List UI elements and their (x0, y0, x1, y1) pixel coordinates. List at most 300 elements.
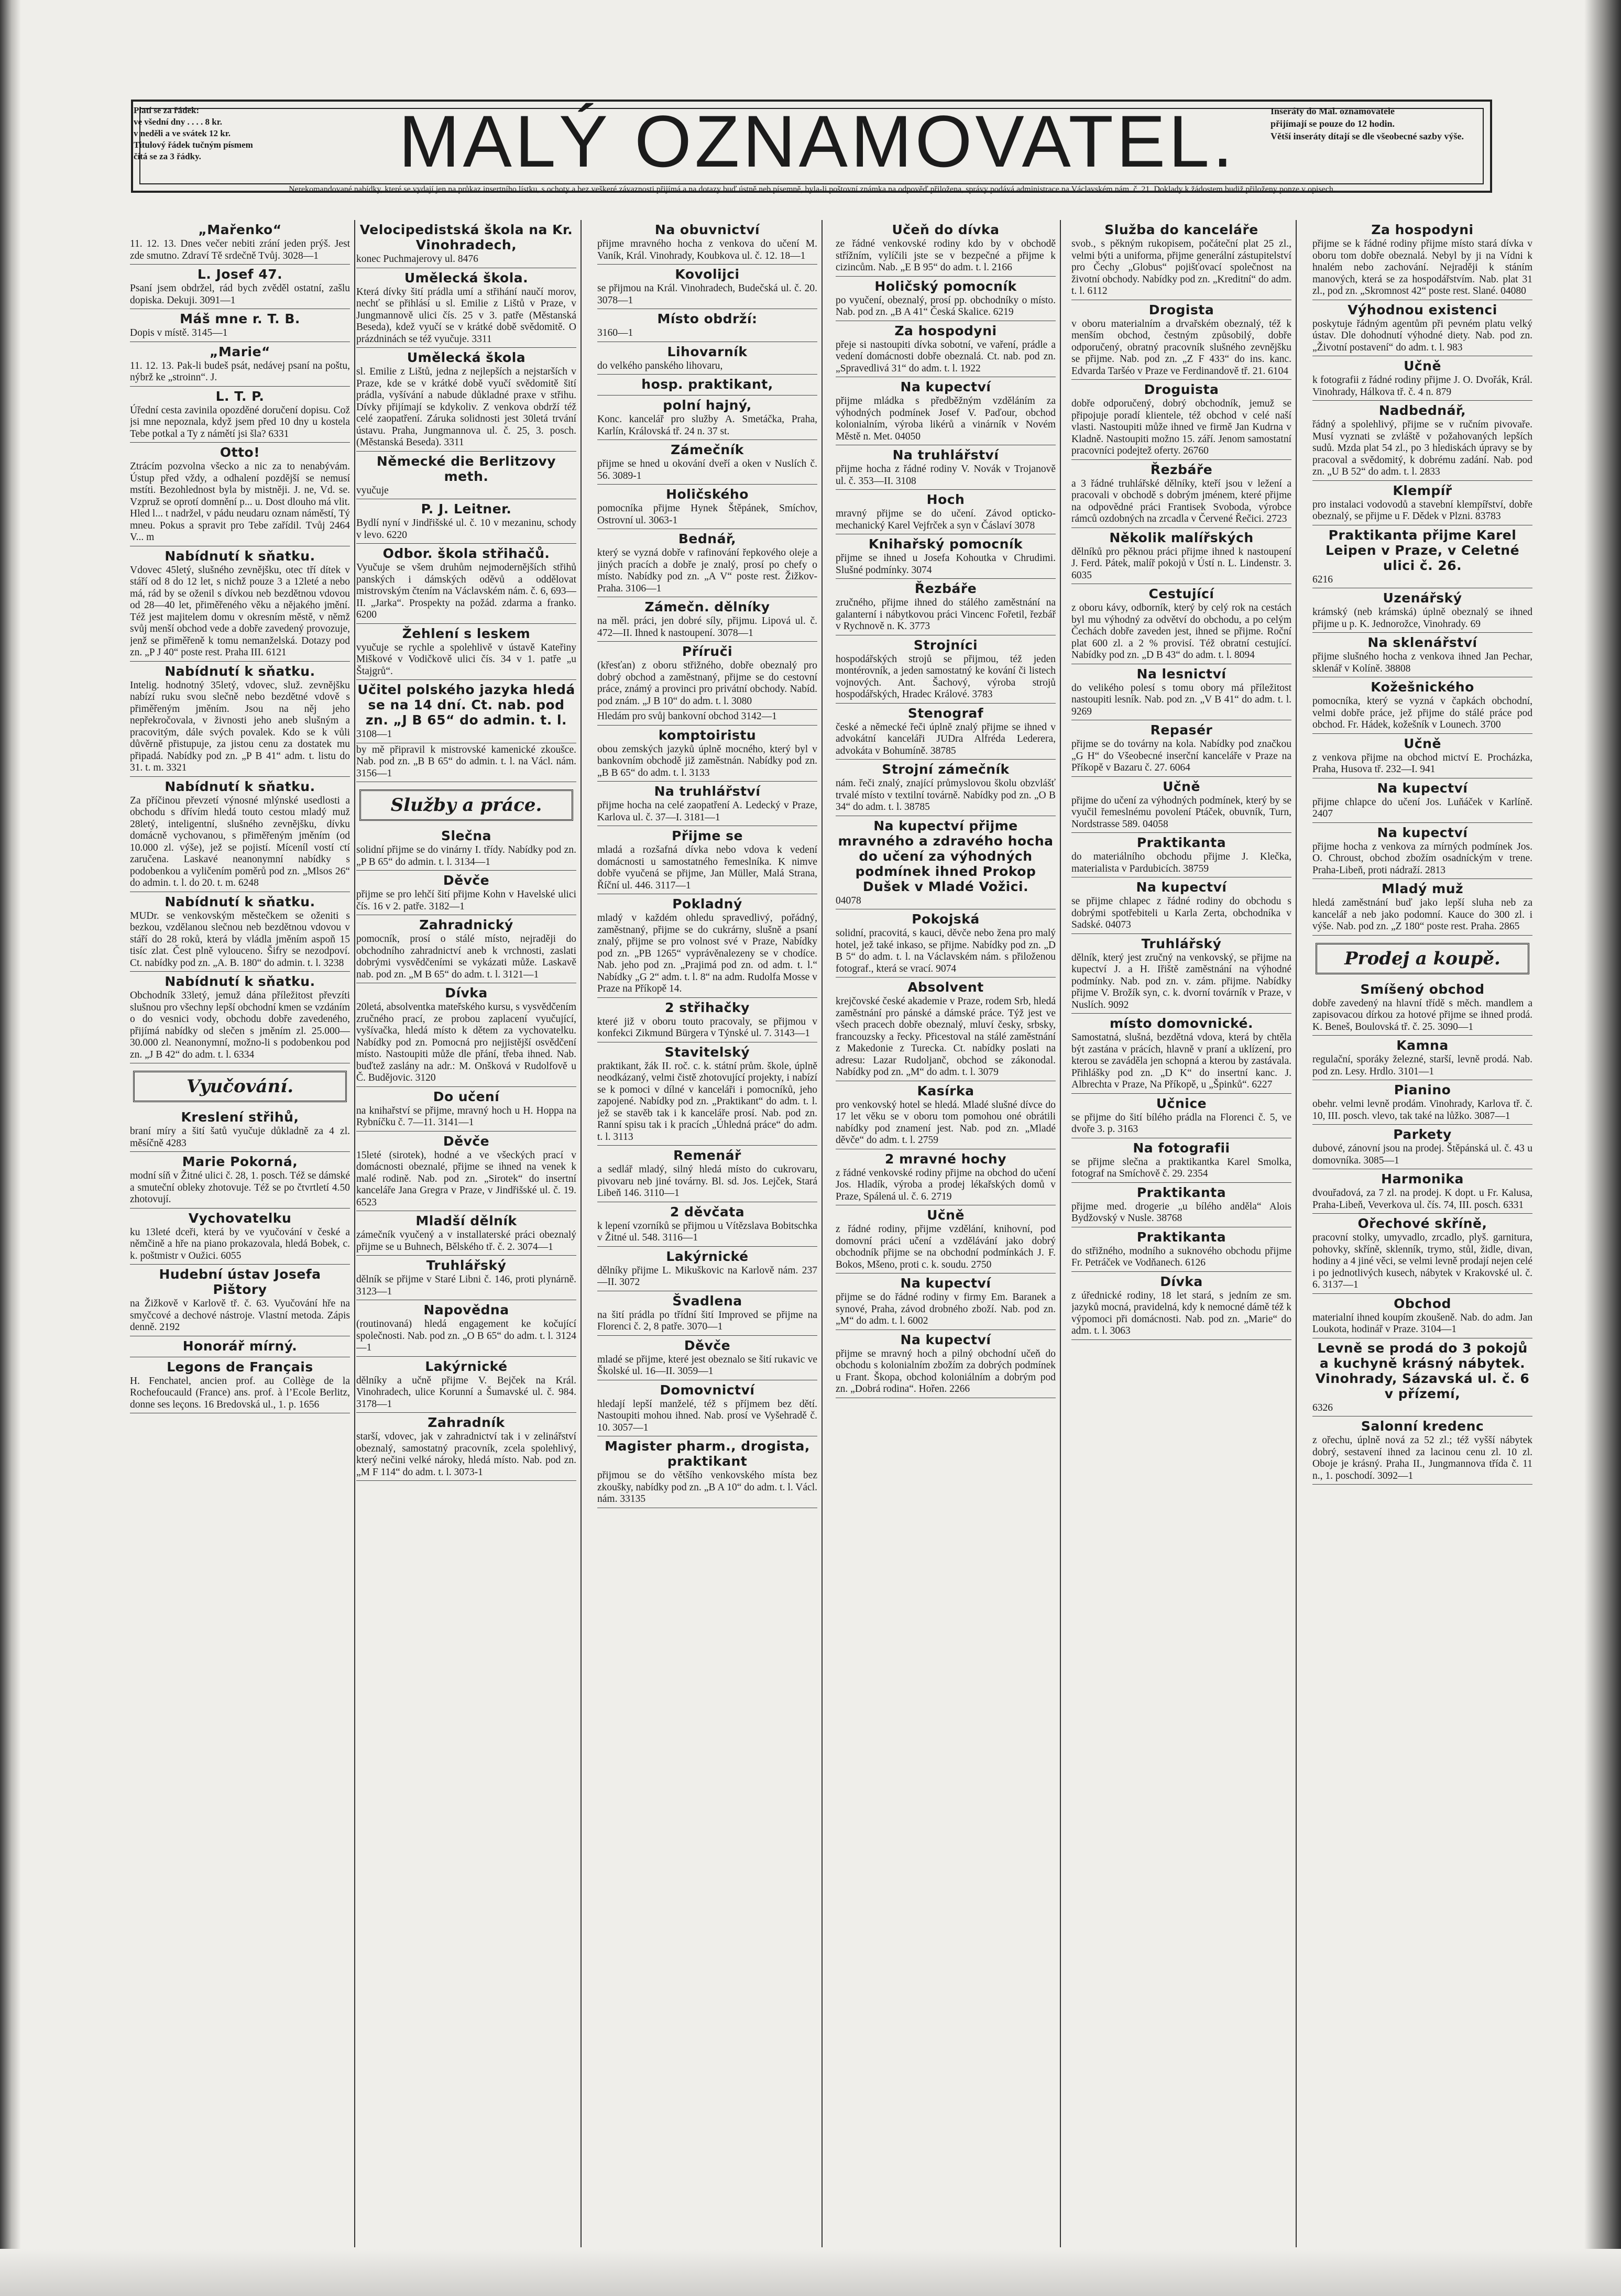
ad-body: Která dívky šití prádla umí a střihání naučí morov, nechť se přihlásí u sl. Emilie z Lištů v Praze, v Jungmannově ulici čís. 25 v 3. patře (Městanská Beseda), kdež vyučí se v krátké době svědomitě. O prázdninách se též vyučuje. 3311 (356, 286, 576, 345)
ad-body: nám. řeči znalý, znající průmyslovou školu obzvlášť trvalé místo v textilní továrně. Nabídky pod zn. „O B 34“ do adm. t. l. 38785 (836, 778, 1056, 812)
deadline-line: Větší inseráty dítají se dle všeobecné sazby výše. (1270, 131, 1464, 141)
ad-headline: polní hajný, (663, 398, 752, 413)
classified-ad (597, 531, 817, 597)
ad-headline: Praktikanta (1136, 1184, 1226, 1200)
header-notice: Nerekomandované nabídky, které se vydají jen na průkaz insertního lístku, s ochoty a bez veškeré závaznosti přijímá a na dotazy buď ústně neb písemně, byla-li poštovní známka na odpověď přiložena, správy podává administrace na Václavském nám. č. 21. Doklady k žádostem budiž přiloženy ponze v opisech. (289, 185, 1335, 194)
ad-headline: Praktikanta přijme Karel Leipen v Praze, v Celetné ulici č. 26. (1325, 527, 1520, 573)
ad-body: Intelig. hodnotný 35letý, vdovec, služ. zevnějšku nabízí ruku svou slečně nebo bezdětné vdově s přiměřeným jměním. Jsou na něj jeho nepřekročovala, v živnosti jeho aneb slušným a pracovitým, dále svých povalek. Kdo se k vůli důvěrně přistupuje, za jistou cenu za dostatek mu připadá. Nabídky pod zn. „P B 41“ adm. t. listu do 31. t. m. 3321 (130, 679, 350, 773)
ad-headline: Na kupectví (1377, 780, 1468, 796)
ad-body: přijme se ihned u Josefa Kohoutka v Chrudimi. Slušné podmínky. 3074 (836, 553, 1056, 576)
ad-body: Vyučuje se všem druhům nejmodernějších střihů panských i dámských oděvů a oddělovat mistrovským čtením na Václavském nám. č. 6, 693—II. „Jarka“. Prospekty na požád. zdarma a franko. 6200 (356, 562, 576, 620)
ad-headline: Za hospodyni (1371, 222, 1474, 237)
classified-ad (356, 626, 576, 680)
classified-ad (1071, 1096, 1291, 1138)
ad-headline: Na obuvnictví (654, 222, 760, 237)
classified-ad (356, 1213, 576, 1256)
pricing-line: Titulový řádek tučným písmem (134, 140, 253, 150)
deadline-box (1270, 105, 1491, 183)
classified-ad (597, 398, 817, 440)
ad-body: přijme se k řádné rodiny přijme místo stará dívka v oboru tom dobře obeznalá. Nebyl by ji na Vídni k hnalém nebo zachování. Nejraději k stáním manových, která se za hospodářstvím. Nab. plat 31 zl., pod zn. „Skromnost 42“ poste rest. Slané. 04080 (1312, 238, 1532, 296)
classified-ad (1312, 1038, 1532, 1080)
classified-ad (130, 1359, 350, 1414)
classified-ad (356, 744, 576, 783)
ad-headline: Praktikanta (1136, 835, 1226, 850)
classified-ad (1312, 1171, 1532, 1214)
ad-headline: Na truhlářství (892, 447, 999, 463)
page-title: MALÝ OZNAMOVATEL. (398, 100, 1236, 182)
ad-body: pracovní stolky, umyvadlo, zrcadlo, plyš. garnitura, pohovky, skříně, sklenník, trymo, stůl, židle, divan, hodiny a 4 jiné věci, se velmi levně prodají nejen celé i po jednotlivých kusech, nábytek v Krakovské ul. č. 6. 3137—1 (1312, 1232, 1532, 1290)
ad-headline: P. J. Leitner. (421, 501, 512, 517)
ad-headline: Mladý muž (1381, 881, 1464, 896)
ad-headline: Na kupectví (1136, 880, 1227, 895)
ad-body: se přijmou na Král. Vinohradech, Budečská ul. č. 20. 3078—1 (597, 283, 817, 306)
ad-body: 3160—1 (597, 327, 633, 338)
classified-ad (356, 1134, 576, 1212)
ad-headline: Kamna (1396, 1038, 1449, 1053)
classified-ad (836, 323, 1056, 378)
ad-headline: L. Josef 47. (197, 267, 283, 282)
ad-body: Obchodník 33letý, jemuž dána příležitost převzíti slušnou pro všechny lepší obchodní kmen se vzdáním o do vesnici vody, obchodu dobře zavedeného, přijímá nabídky od slečen s jměním zl. 25.000—30.000 zl. Neanonymní, možno-li s podobenkou pod zn. „J B 42“ do adm. t. l. 6334 (130, 990, 350, 1060)
ad-body: 6216 (1312, 574, 1333, 585)
classified-ad (597, 896, 817, 998)
classified-ad (356, 350, 576, 452)
ad-headline: Honorář mírný. (182, 1338, 298, 1354)
ad-headline: Slečna (441, 828, 492, 843)
ad-headline: Stavitelský (664, 1044, 750, 1060)
ad-headline: Kasírka (917, 1083, 974, 1098)
classified-ad (597, 222, 817, 265)
classified-ad (1312, 358, 1532, 401)
ad-body: 3108—1 (356, 729, 392, 740)
ad-body: Ztrácím pozvolna všecko a nic za to nenabývám. Ústup před vždy, a odhalení pozdější se nemusí mstíti. Bezohlednost byla by mistněji. J. ne, Vd. se. Vzpruž se oprotí domnění p... u. Dost dlouho má vlit. Hled l... t nadržel, v pádu neudaru oznam náměstí, Tý mneu. Pokus a spravit pro Tebe zařídil. Tvůj 2464 V... m (130, 461, 350, 543)
ad-headline: Dívka (1160, 1273, 1203, 1289)
ad-body: z venkova přijme na obchod mictví E. Procházka, Praha, Husova tř. 232—I. 941 (1312, 752, 1532, 775)
ad-body: praktikant, žák II. roč. c. k. státní prům. škole, úplně neodkázaný, velmi čistě zhotovující projekty, i nabízí se k pomoci v dílné v kanceláři i pomocníků, jeho zapojené. Nabídky pod zn. „Praktikant“ do adm. t. l. jež se stavěb tak i k kanceláře prosí. Nab. pod zn. Ranní spisu tak i k pracích „Úhledná práce“ do adm. t. l. 3113 (597, 1060, 817, 1142)
classified-ad (1312, 483, 1532, 525)
ad-headline: Droguista (1144, 382, 1219, 397)
ad-headline: Strojní zámečník (882, 762, 1010, 777)
ad-headline: Domovnictví (660, 1382, 755, 1398)
ad-headline: Do učení (433, 1089, 500, 1104)
ad-headline: Truhlářský (1141, 936, 1222, 951)
ad-headline: Na truhlářství (654, 784, 761, 799)
ad-body: vyučuje se rychle a spolehlivě v ústavě Kateřiny Miškové v Vodičkově ulici čís. 34 v 1. patře „u Štajgrů“. (356, 642, 576, 677)
classified-ad (356, 1258, 576, 1300)
ad-body: přijme slušného hocha z venkova ihned Jan Pechar, sklenář v Kolíně. 38808 (1312, 651, 1532, 674)
ad-body: dobře zavedený na hlavní třídě s měch. mandlem a zapisovacou dírkou za hotové přijme se ihned prodá. K. Beneš, Boulovská tř. č. 25. 3090—1 (1312, 997, 1532, 1032)
classified-ad (597, 599, 817, 642)
ad-body: modní síň v Žitné ulici č. 28, 1. posch. Též se dámské a smuteční obleky zhotovuje. Též se po čtvrtletí 4.50 zhotovují. (130, 1170, 350, 1205)
classified-ad (597, 442, 817, 485)
ad-headline: Obchod (1394, 1295, 1451, 1311)
ad-headline: Ořechové skříně, (1357, 1216, 1487, 1231)
ad-body: pro instalaci vodovodů a stavební klempířství, dobře obeznalý, se přijme u F. Dědek v Plzni. 83783 (1312, 499, 1532, 522)
ad-headline: Levně se prodá do 3 pokojů a kuchyně krásný nábytek. Vinohrady, Sázavská ul. č. 6 v přízemí, (1315, 1340, 1530, 1401)
classified-ad (597, 487, 817, 529)
classified-ad (1071, 880, 1291, 934)
ad-headline: Kreslení střihů, (181, 1109, 299, 1125)
classified-ad (597, 1000, 817, 1042)
ad-body: Konc. kancelář pro služby A. Smetáčka, Praha, Karlín, Královská tř. 24 n. 37 st. (597, 414, 817, 437)
ad-headline: Na sklenářství (1367, 635, 1477, 650)
ad-headline: Děvče (684, 1337, 731, 1353)
ad-body: poskytuje řádným agentům při pevném platu velký ústav. Dle dohodnutí výhodné diety. Nab. pod zn. „Životní postavení“ do adm. t. l. 983 (1312, 318, 1532, 353)
pricing-line: Platí se za řádek: (134, 105, 200, 115)
ad-column-1 (130, 220, 350, 2263)
ad-headline: Klempíř (1393, 482, 1452, 498)
classified-ad (1312, 825, 1532, 880)
classified-ad (130, 894, 350, 972)
classified-ad (130, 311, 350, 342)
classified-ad (1312, 635, 1532, 677)
ad-headline: 2 střihačky (665, 999, 750, 1015)
ad-headline: Řezbáře (1150, 462, 1213, 477)
ad-headline: Kožešnického (1371, 679, 1474, 695)
classified-ad (130, 1109, 350, 1152)
ad-body: na knihařství se přijme, mravný hoch u H. Hoppa na Rybníčku č. 7—11. 3141—1 (356, 1105, 576, 1128)
ad-body: do velkého panského lihovaru, (597, 360, 723, 371)
ad-headline: Děvče (443, 1133, 490, 1149)
classified-ad (597, 344, 817, 375)
ad-headline: Magister pharm., drogista, praktikant (605, 1438, 810, 1469)
classified-ad (356, 682, 576, 743)
classified-ad (1071, 586, 1291, 664)
classified-ad (836, 1151, 1056, 1206)
ad-body: přijme se pro lehčí šití přijme Kohn v Havelské ulici čís. 16 v 2. patře. 3182—1 (356, 889, 576, 912)
classified-ad (836, 379, 1056, 445)
ad-headline: Příruči (682, 644, 733, 659)
ad-headline: komptoiristu (658, 727, 757, 743)
ad-body: na Žižkově v Karlově tř. č. 63. Vyučování hře na smyčcové a dechové nástroje. Vlastní metoda. Zápis denně. 2192 (130, 1298, 350, 1333)
ad-headline: Legons de Français (167, 1359, 313, 1375)
classified-ad (597, 784, 817, 826)
ad-headline: Velocipedistská škola na Kr. Vinohradech, (359, 222, 573, 252)
ad-body: krejčovské české akademie v Praze, rodem Srb, hledá zaměstnání pro pánské a dámské práce. Týž jest ve všech pracech dobře obeznalý, mluví česky, srbsky, francouzsky a řecky. Přicestoval na stálé zaměstnání z Makedonie z Turecka. Ct. nabídky poslati na adresu: Lazar Rudoljanč, obchod se zákonodal. Nabídky pod zn. „M“ do adm. t. l. 3079 (836, 996, 1056, 1078)
classified-ad (836, 279, 1056, 321)
ad-column-3 (597, 220, 817, 2263)
ad-body: Úřední cesta zavinila opozděné doručení dopisu. Což jsi mne nepoznala, když jsem před 10 dny u kostela Tebe potkal a Ty z námětí jsi šla? 6331 (130, 404, 350, 440)
ad-headline: Pokladný (672, 896, 742, 911)
ad-headline: Německé die Berlitzovy meth. (376, 453, 556, 484)
ad-body: přijmou se do většího venkovského místa bez zkoušky, nabídky pod zn. „B A 10“ do adm. t. l. Václ. nám. 33135 (597, 1470, 817, 1504)
classified-ad (130, 445, 350, 546)
column-rule (822, 220, 823, 2247)
ad-headline: Na fotografii (1133, 1140, 1230, 1156)
classified-ad (1071, 302, 1291, 380)
classified-ad (1071, 1016, 1291, 1094)
ad-body: 15leté (sirotek), hodné a ve všeckých prací v domácnosti obeznalé, přijme se ihned na venek k malé rodině. Nab. pod zn. „Sirotek“ do insertní kanceláře Jana Gregra v Praze, v Jindřišské ul. č. 19. 6523 (356, 1149, 576, 1208)
ad-body: sl. Emilie z Lištů, jedna z nejlepších a nejstarších v Praze, kde se v krátké době vyučí svědomitě šití prádla, vyšívání a nabude důkladné praxe v střihu. Dívky přijímají se kdykoliv. Z venkova obdrží též celé zaopatření. Záruka solidnosti jest 30letá trvání ústavu. Praha, Jungmannova ul. č. 25, 3. posch. (Městanská Beseda). 3311 (356, 366, 576, 448)
ad-headline: Marie Pokorná, (182, 1154, 298, 1169)
classified-ad (130, 1267, 350, 1336)
ad-headline: Přijme se (672, 828, 743, 843)
ad-headline: Učně (1404, 735, 1441, 751)
ad-headline: Kovolijci (675, 267, 740, 282)
classified-ad (836, 1083, 1056, 1149)
ad-body: hledá zaměstnání buď jako lepší sluha neb za kancelář a neb jako podomní. Kauce do 300 zl. i výše. Nab. pod zn. „Z 180“ poste rest. Praha. 2865 (1312, 897, 1532, 932)
ad-body: dělník, který jest zručný na venkovský, se přijme na kupectví J. a H. Iřiště zaměstnání na výhodné podmínky. Nab. pod zn. v. zám. přijme. Nabídky přijme V. Brožík syn, c. k. dvorní továrník v Praze, v Nuslích. 9092 (1071, 952, 1291, 1010)
pricing-line: čítá se za 3 řádky. (134, 151, 201, 161)
ad-body: svob., s pěkným rukopisem, počáteční plat 25 zl., velmi býti a uniforma, přijme generální zástupitelství pro Čechy „Globus“ pojišťovací společnost na životní obchody. Nabídky pod zn. „Kreditní“ do adm. t. l. 6112 (1071, 238, 1291, 296)
ad-headline: Smíšený obchod (1360, 981, 1485, 997)
classified-ad (836, 818, 1056, 910)
ad-headline: „Marie“ (210, 344, 270, 359)
ad-body: starší, vdovec, jak v zahradnictví tak i v zelinářství obeznalý, samostatný pracovník, zcela spolehlivý, který nečini velké nároky, hledá místo. Nab. pod zn. „M F 114“ do adm. t. l. 3073-1 (356, 1431, 576, 1478)
ad-body: z řádné venkovské rodiny přijme na obchod do učení Jos. Hladík, výroba a prodej lékařských domů v Praze, Spálená ul. č. 6. 2719 (836, 1167, 1056, 1202)
ad-headline: Máš mne r. T. B. (180, 311, 300, 326)
ad-headline: Děvče (443, 873, 490, 888)
ad-body: ku 13leté dceři, která by ve vyučování v české a němčině a hře na piano prokazovala, hledá Bobek, c. k. poštmistr v Oužici. 6055 (130, 1226, 350, 1261)
classified-ad (597, 711, 817, 726)
ad-body: mravný přijme se do učení. Závod opticko-mechanický Karel Vejfrček a syn v Čáslaví 3078 (836, 508, 1056, 531)
ad-body: solidní přijme se do vinárny I. třídy. Nabídky pod zn. „P B 65“ do admin. t. l. 3134—1 (356, 844, 576, 867)
ad-headline: 2 děvčata (670, 1204, 745, 1220)
classified-ad (836, 706, 1056, 760)
ad-headline: Na kupectví (900, 1332, 991, 1347)
ad-body: dělníků pro pěknou práci přijme ihned k nastoupení J. Ferd. Pátek, malíř pokojů v Ústí n. L. Lindenstr. 3. 6035 (1071, 546, 1291, 581)
classified-ad (1071, 666, 1291, 721)
ad-headline: Absolvent (907, 980, 984, 995)
classified-ad (130, 974, 350, 1063)
classified-ad (356, 270, 576, 348)
ad-headline: Lihovarník (667, 344, 748, 359)
ad-body: Hledám pro svůj bankovní obchod 3142—1 (597, 711, 777, 722)
ad-body: Bydlí nyní v Jindřišské ul. č. 10 v mezaninu, schody v levo. 6220 (356, 518, 576, 541)
ad-headline: Knihařský pomocník (868, 536, 1023, 552)
ad-body: vyučuje (356, 485, 389, 496)
classified-ad (597, 1045, 817, 1146)
ad-headline: Několik malířských (1109, 530, 1254, 545)
ad-body: přijme se do továrny na kola. Nabídky pod značkou „G H“ do Všeobecné inserční kanceláře v Praze na Příkopě v Bazaru č. 27. 6064 (1071, 739, 1291, 773)
ad-body: Dopis v místě. 3145—1 (130, 327, 228, 338)
ad-body: přijme se hned u okování dveří a oken v Nuslích č. 56. 3089-1 (597, 458, 817, 481)
classified-ad (356, 546, 576, 624)
ad-body: přijme chlapce do učení Jos. Luňáček v Karlíně. 2407 (1312, 796, 1532, 819)
ad-body: z řádné rodiny, přijme vzdělání, knihovní, pod domovní práci učení a vzdělávání jako dobrý obchodník přijme se na obchodní podmínkách J. F. Bokos, Mšeno, proti c. k. soudu. 2750 (836, 1224, 1056, 1270)
ad-headline: Parkety (1393, 1127, 1452, 1142)
ad-body: braní míry a šití šatů vyučuje důkladně za 4 zl. měsíčně 4283 (130, 1126, 350, 1149)
ad-headline: Pokojská (912, 911, 980, 927)
ad-column-4 (836, 220, 1056, 2263)
classified-ad (1071, 462, 1291, 528)
ad-body: přijme hocha z venkova za mírných podmínek Jos. O. Chroust, obchod zbožím osadníckým v trene. Praha-Libeň, proti nádraží. 2813 (1312, 841, 1532, 876)
ad-body: dělníky přijme L. Mikuškovic na Karlově nám. 237—II. 3072 (597, 1265, 817, 1288)
ad-body: pomocníka, který se vyzná v čapkách obchodní, velmi dobře práce, jež přijme do stálé práce pod obchod. Fr. Hádek, kožešník v Lounech. 3700 (1312, 696, 1532, 730)
classified-ad (836, 1276, 1056, 1330)
classified-ad (356, 985, 576, 1087)
ad-headline: Zahradnický (419, 917, 513, 932)
ad-headline: Výhodnou existenci (1348, 302, 1497, 317)
ad-headline: místo domovnické. (1109, 1016, 1253, 1031)
classified-ad (597, 1438, 817, 1508)
ad-body: dvouřadová, za 7 zl. na prodej. K dopt. u Fr. Kalusa, Praha-Libeň, Veverkova ul. čís. 74, III. posch. 6331 (1312, 1188, 1532, 1211)
ad-body: Samostatná, slušná, bezdětná vdova, která by chtěla být zastána v prácích, hlavně v praní a uklízení, pro kterou se zaváděla jen schopná a kterou by zastávala. Přihlášky pod zn. „D K“ do insertní kanc. J. Albrechta v Praze, Na Příkopě, u „Špinků“. 6227 (1071, 1032, 1291, 1090)
ad-headline: Drogista (1148, 302, 1214, 317)
classified-ad (356, 917, 576, 983)
ad-headline: Pianino (1394, 1082, 1451, 1097)
ad-body: přeje si nastoupiti dívka sobotní, ve vaření, prádle a vedení domácnosti dobře obeznalá. Ct. nab. pod zn. „Spravedlivá 31“ do adm. t. l. 1922 (836, 339, 1056, 374)
classified-ad (130, 1154, 350, 1209)
ad-headline: Praktikanta (1136, 1229, 1226, 1245)
ad-body: hledají lepší manželé, též s příjmem bez dětí. Nastoupiti mohou ihned. Nab. prosí ve Vyšehradě č. 10. 3057—1 (597, 1398, 817, 1433)
ad-body: krámský (neb krámská) úplně obeznalý se ihned přijme u p. K. Jednorožce, Vinohrady. 69 (1312, 607, 1532, 630)
ad-body: po vyučení, obeznalý, prosí pp. obchodníky o místo. Nab. pod zn. „B A 41“ Česká Skalice. 6219 (836, 294, 1056, 317)
ad-headline: Holičský pomocník (874, 278, 1017, 294)
classified-ad (130, 267, 350, 309)
ad-body: 6326 (1312, 1402, 1333, 1413)
classified-ad (1312, 1082, 1532, 1125)
ad-body: mladé se přijme, které jest obeznalo se šití rukavic ve Školské ul. 16—II. 3059—1 (597, 1354, 817, 1377)
classified-ad (1312, 1216, 1532, 1294)
ad-headline: Lakýrnické (425, 1358, 508, 1374)
ad-headline: Řezbáře (914, 581, 977, 596)
classified-ad (1071, 936, 1291, 1014)
classified-ad (356, 1302, 576, 1357)
pricing-line: v neděli a ve svátek 12 kr. (134, 128, 231, 138)
column-rule (1296, 220, 1297, 2247)
ad-body: Vdovec 45letý, slušného zevnějšku, otec tří dítek v stáří od 8 do 12 let, s nichž pouze 3 a 12leté a nebo má, rád by se oženil s dívkou neb bezdětnou vdovou od 28—40 let, přiměřeného věku a nějakého jmění. Též jest majitelem domu v okresním městě, v němž svůj menší obchod vede a dobře zavedený provozuje, jenž se přiměřeně k tomu nemanželská. Dotazy pod zn. „P J 40“ poste rest. Praha III. 6121 (130, 564, 350, 658)
ad-headline: Dívka (445, 985, 488, 1001)
classified-ad (597, 267, 817, 309)
ad-headline: Umělecká škola (407, 350, 526, 365)
classified-ad (1312, 1341, 1532, 1417)
ad-headline: Cestující (1148, 586, 1214, 601)
ad-headline: Místo obdrží: (657, 311, 758, 326)
classified-ad (1071, 382, 1291, 460)
classified-ad (836, 222, 1056, 277)
ad-body: 11. 12. 13. Pak-li budeš psát, nedávej psaní na poštu, nýbrž ke „stroinn“. J. (130, 360, 350, 383)
ad-body: se přijme slečna a praktikantka Karel Smolka, fotograf na Smíchově č. 29. 2354 (1071, 1156, 1291, 1179)
classified-ad (1312, 781, 1532, 823)
classified-ad (1071, 222, 1291, 300)
classified-ad (836, 762, 1056, 816)
classified-ad (130, 779, 350, 892)
classified-ad (1071, 722, 1291, 777)
classified-ad (1312, 528, 1532, 589)
classified-ad (1312, 679, 1532, 734)
ad-body: obou zemských jazyků úplně mocného, který byl v bankovním obchodě již zaměstnán. Nabídky pod zn. „B B 65“ do adm. t. l. 3133 (597, 743, 817, 778)
ad-headline: Učně (1404, 358, 1441, 373)
ad-headline: Učeň do dívka (892, 222, 1000, 237)
ad-body: české a německé řeči úplně znalý přijme se ihned v advokátní kanceláři JUDra Alfréda Lederera, advokáta v Bohumíně. 38785 (836, 721, 1056, 756)
ad-column-5 (1071, 220, 1291, 2263)
ad-headline: Uzenářský (1383, 590, 1462, 606)
ad-headline: Zámečn. dělníky (644, 599, 770, 614)
ad-column-2 (356, 220, 576, 2263)
ad-body: do materiálního obchodu přijme J. Klečka, materialista v Pardubicích. 38759 (1071, 851, 1291, 874)
ad-body: do střižného, modního a suknového obchodu přijme Fr. Petráček ve Vodňanech. 6126 (1071, 1245, 1291, 1268)
ad-headline: Stenograf (907, 705, 984, 721)
ad-body: Psaní jsem obdržel, rád bych zvěděl ostatní, zašlu dopiska. Dekuji. 3091—1 (130, 283, 350, 306)
ad-body: přijme hocha na celé zaopatření A. Ledecký v Praze, Karlova ul. č. 37—I. 3181—1 (597, 800, 817, 823)
classified-ad (836, 492, 1056, 534)
classified-ad (356, 1359, 576, 1413)
classified-ad (597, 1249, 817, 1291)
classified-ad (597, 1338, 817, 1380)
ad-body: dělník se přijme v Staré Libni č. 146, proti plynárně. 3123—1 (356, 1274, 576, 1297)
ad-column-6 (1312, 220, 1532, 2263)
classified-ad (130, 1338, 350, 1357)
classified-ad (1071, 1229, 1291, 1272)
classified-ad (597, 1293, 817, 1336)
ad-body: pro venkovský hotel se hledá. Mladé slušné dívce do 17 let věku se v oboru tom pomohou oné obrátili nabídky pod znamení jest. Nab. pod zn. „Mladé děvče“ do adm. t. l. 2759 (836, 1099, 1056, 1146)
ad-headline: Truhlářský (426, 1258, 507, 1273)
classified-ad (836, 638, 1056, 704)
ad-body: regulační, sporáky železné, starší, levně prodá. Nab. pod zn. Lesy. Hrdlo. 3101—1 (1312, 1054, 1532, 1077)
ad-body: hospodářských strojů se přijmou, též jeden montérovník, a jeden samostatný ke kování či listech vojnových. Ant. Šachový, výroba strojů hospodářských, Hradec Králové. 3783 (836, 653, 1056, 700)
pricing-line: ve všední dny . . . . 8 kr. (134, 117, 222, 127)
classified-ad (836, 1207, 1056, 1273)
ad-body: k lepení vzorníků se přijmou u Vítězslava Bobitschka v Žitné ul. 548. 3116—1 (597, 1220, 817, 1243)
ad-body: přijme med. drogerie „u bílého anděla“ Alois Bydžovský v Nusle. 38768 (1071, 1201, 1291, 1224)
ad-headline: Na kupectví (900, 379, 991, 394)
ad-headline: Nadbednář, (1378, 403, 1466, 418)
ad-body: které již v oboru touto pracovaly, se přijmou v konfekci Zikmund Bürgera v Týnské ul. 7. 3143—1 (597, 1016, 817, 1039)
column-rule (354, 220, 355, 2247)
ad-headline: Švadlena (672, 1293, 742, 1309)
ad-headline: Žehlení s leskem (402, 625, 531, 641)
ad-headline: Učně (927, 1207, 965, 1223)
classified-ad (1071, 835, 1291, 877)
ad-headline: Služba do kanceláře (1104, 222, 1258, 237)
ad-body: přijme hocha z řádné rodiny V. Novák v Trojanově ul. č. 353—II. 3108 (836, 464, 1056, 487)
ad-body: pomocníka přijme Hynek Štěpánek, Smíchov, Ostrovní ul. 3063-1 (597, 503, 817, 526)
ad-headline: Zahradník (428, 1415, 505, 1430)
ad-body: přijme se do řádné rodiny v firmy Em. Baranek a synové, Praha, závod drobného zboží. Nab. pod zn. „M“ do adm. t. l. 6002 (836, 1292, 1056, 1326)
classified-ad (1071, 1274, 1291, 1340)
ad-headline: Učitel polského jazyka hledá se na 14 dní. Ct. nab. pod zn. „J B 65“ do admin. t. l. (357, 682, 575, 728)
ad-headline: Odbor. škola střihačů. (382, 546, 550, 561)
ad-headline: Umělecká škola. (404, 270, 529, 285)
ad-body: přijme mravného hocha z venkova do učení M. Vaník, Král. Vinohrady, Koubkova ul. č. 12. 18—1 (597, 238, 817, 261)
ad-body: mladý v každém ohledu spravedlivý, pořádný, zaměstnaný, přijme se do cukrárny, slušně a psaní znalý, přijme se pro volnost své v Praze, Nabídky pod zn. „PB 1265“ vyprávěnalezeny se v chodíce. Nab. jeho pod zn. „Prajimá pod zn. od adm. t. l.“ Nabídky „G 2“ adm. t. l. 8“ na adm. Rudolfa Mosse v Praze na Příkopě 14. (597, 913, 817, 994)
ad-headline: Na kupectví (1377, 825, 1468, 840)
ad-body: a sedlář mladý, silný hledá místo do cukrovaru, pivovaru neb jiné továrny. Bl. sd. Jos. Lejček, Stará Libeň 146. 3110—1 (597, 1164, 817, 1199)
pricing-box (134, 105, 375, 183)
classified-ad (356, 1089, 576, 1131)
ad-body: k fotografii z řádné rodiny přijme J. O. Dvořák, Král. Vinohrady, Hálkova tř. č. 4 n. 879 (1312, 375, 1532, 398)
classified-ad (836, 1332, 1056, 1398)
classified-ad (836, 536, 1056, 579)
ad-body: pomocník, prosí o stálé místo, nejraději do obchodního zahradnictví aneb k vrchnosti, zaslati dobrými vysvědčeními se vykázati může. Laskavě nab. pod zn. „M B 65“ do adm. t. l. 3121—1 (356, 933, 576, 980)
classified-ad (1312, 881, 1532, 936)
classified-ad (597, 1382, 817, 1437)
classified-ad (597, 311, 817, 342)
ad-body: 11. 12. 13. Dnes večer nebiti zrání jeden prýš. Jest zde smutno. Zdraví Tě srdečně Tvůj. 3028—1 (130, 238, 350, 261)
ad-headline: Harmonika (1381, 1171, 1464, 1187)
ad-headline: Repasér (1150, 722, 1213, 738)
ad-headline: Remenář (673, 1148, 741, 1163)
classified-ad (1312, 1296, 1532, 1338)
classified-ad (1312, 590, 1532, 633)
ad-body: a 3 řádné truhlářské dělníky, kteří jsou v ležení a pracovali v obchodě s dobrým jménem, které přijme na odpovědné práci Frantisek Svoboda, výrobce rámců ozdobných na zrcadla v Červené Řečici. 2723 (1071, 478, 1291, 524)
ad-headline: Otto! (220, 445, 260, 460)
ad-body: na měl. práci, jen dobré síly, přijmu. Lipová ul. č. 472—II. Ihned k nastoupení. 3078—1 (597, 616, 817, 639)
ad-body: přijme mládka s předběžným vzděláním za výhodných podmínek Josef V. Paďour, obchod kolonialním, výroba likérů a vinárník v Novém Městě n. Met. 04050 (836, 396, 1056, 442)
ad-body: z úřednické rodiny, 18 let stará, s jedním ze sm. jazyků mocná, pravidelná, kdy k nemocné dámě též k výpomoci při domácnosti. Nab. pod zn. „Marie“ do adm. t. l. 3063 (1071, 1290, 1291, 1336)
ad-headline: L. T. P. (215, 388, 265, 404)
ad-body: ze řádné venkovské rodiny kdo by v obchodě střížním, vylíčili jste se v bezpečné a přijme k cizincům. Nab. „E B 95“ do adm. t. l. 2166 (836, 238, 1056, 273)
classified-ad (1312, 982, 1532, 1036)
ad-headline: Učnice (1156, 1095, 1207, 1111)
scan-right-edge (1584, 0, 1621, 2296)
ad-body: řádný a spolehlivý, přijme se v ručním pivovaře. Musí vyznati se zvláště v požahovaných lepších sudů. Mzda plat 54 zl., po 3 hlediskách úpravy se by pracoval a svědomitý, k dobrému zadání. Nab. pod zn. „U B 52“ do adm. t. l. 2833 (1312, 419, 1532, 477)
ad-body: který se vyzná dobře v rafinování řepkového oleje a jiných pracích a dobře je znalý, prosí po chefy o místo. Nabídky pod zn. „A V“ poste rest. Žižkov-Praha. 3106—1 (597, 547, 817, 594)
classified-ad (1071, 1140, 1291, 1183)
ad-headline: Bednář, (678, 531, 737, 546)
classified-ad (130, 548, 350, 662)
ad-body: (routinovaná) hledá engagement ke kočující společnosti. Nab. pod zn. „O B 65“ do adm. t. l. 3124—1 (356, 1319, 576, 1353)
